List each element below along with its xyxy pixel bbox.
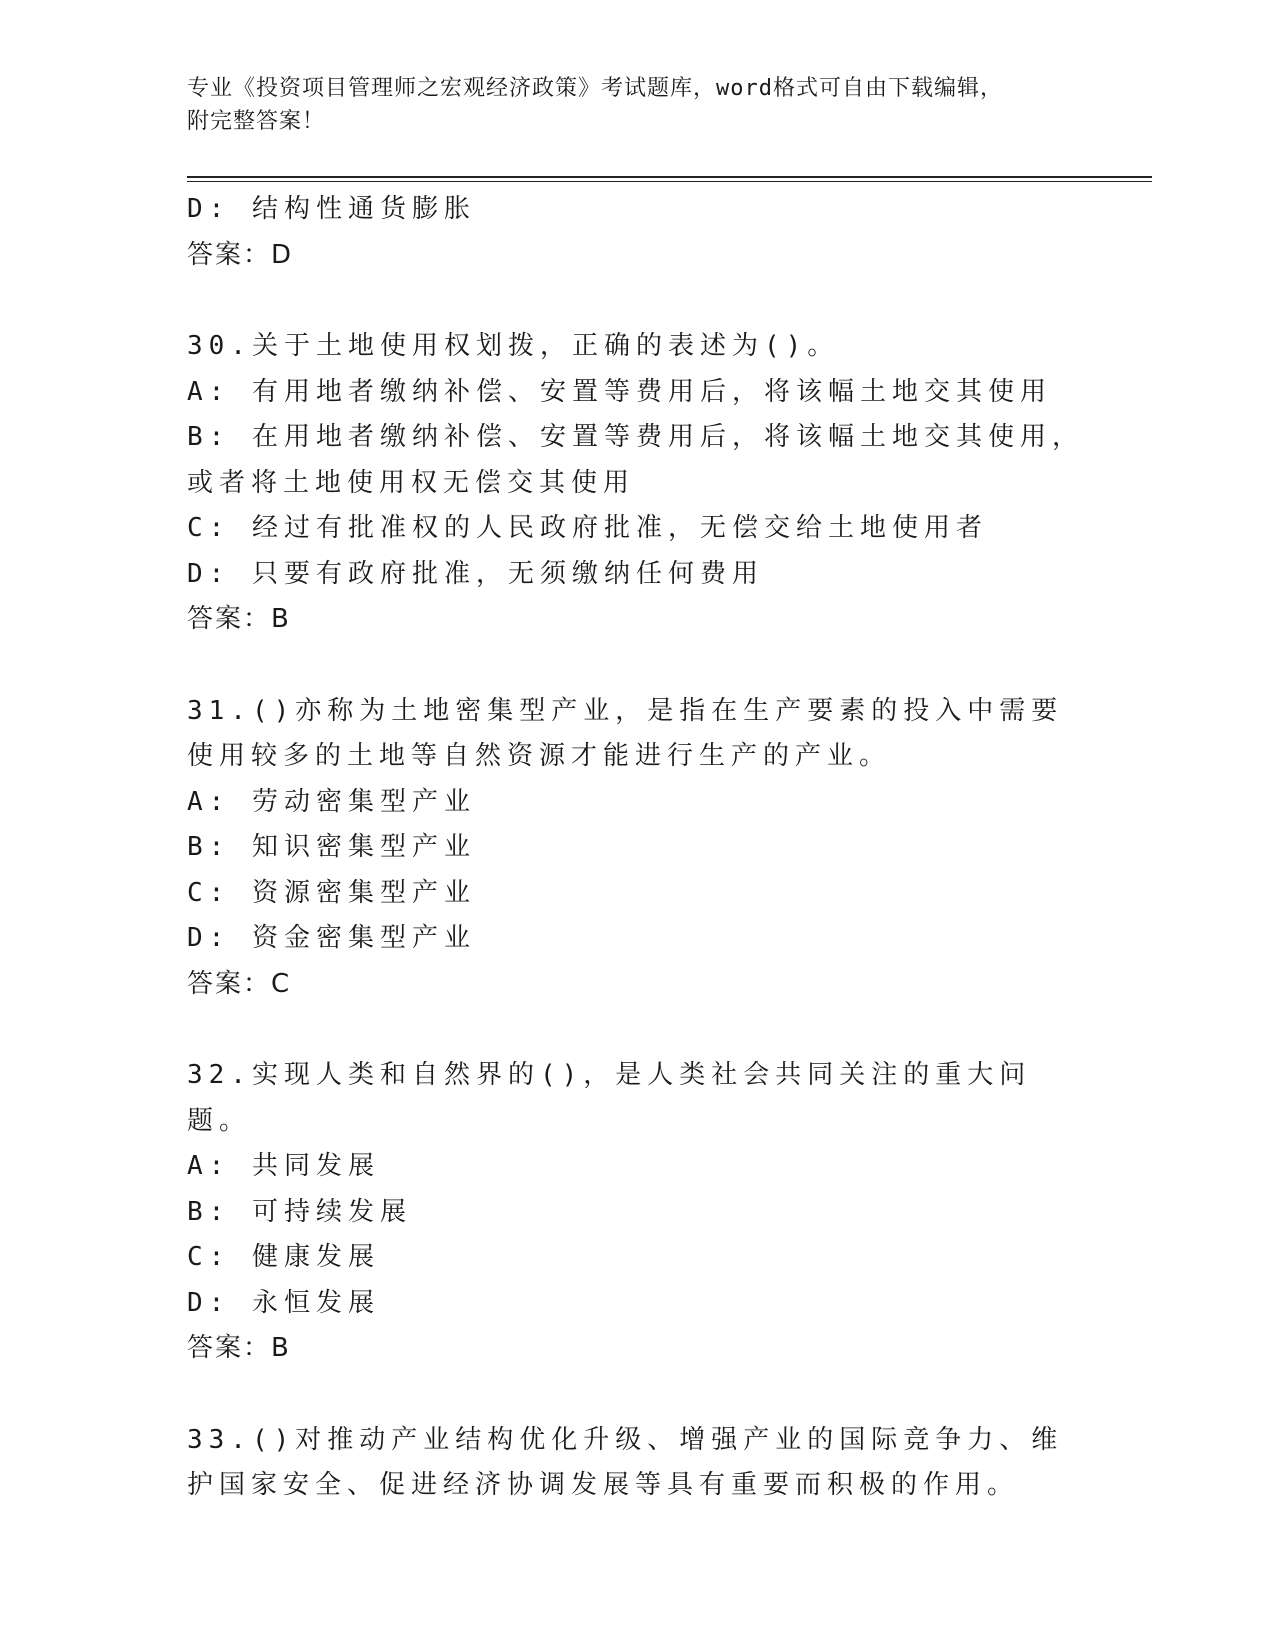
header-line-2: 附完整答案！ [187,109,326,134]
header-divider-thick [187,176,1152,178]
question-stem: 31.()亦称为土地密集型产业，是指在生产要素的投入中需要使用较多的土地等自然资源才能进行生产的产业。 [187,695,1064,771]
option-a: A: 共同发展 [187,1151,380,1181]
option-c: C: 经过有批准权的人民政府批准，无偿交给土地使用者 [187,513,988,543]
option-d: D: 结构性通货膨胀 [187,194,476,224]
question-fragment-29 [187,187,1087,278]
option-c: C: 健康发展 [187,1242,380,1272]
question-30 [187,324,1087,643]
option-a: A: 有用地者缴纳补偿、安置等费用后，将该幅土地交其使用 [187,376,1052,407]
answer: 答案：B [187,604,291,634]
document-header [187,72,1067,138]
question-stem: 33.()对推动产业结构优化升级、增强产业的国际竞争力、维护国家安全、促进经济协调发展等具有重要而积极的作用。 [187,1424,1064,1500]
option-d: D: 永恒发展 [187,1287,380,1318]
option-a: A: 劳动密集型产业 [187,786,476,817]
question-32 [187,1053,1087,1372]
option-d: D: 资金密集型产业 [187,923,476,953]
option-b: B: 可持续发展 [187,1196,412,1227]
question-stem: 32.实现人类和自然界的()，是人类社会共同关注的重大问题。 [187,1060,1032,1136]
option-d: D: 只要有政府批准，无须缴纳任何费用 [187,558,764,589]
answer: 答案：D [187,239,294,270]
header-divider-thin [187,181,1152,182]
question-31 [187,689,1087,1008]
question-list [187,187,1087,1509]
question-stem: 30.关于土地使用权划拨，正确的表述为()。 [187,331,840,361]
header-line-1: 专业《投资项目管理师之宏观经济政策》考试题库，word格式可自由下载编辑， [187,76,1003,101]
answer: 答案：C [187,968,292,999]
option-b: B: 知识密集型产业 [187,832,476,862]
question-33 [187,1418,1087,1509]
option-b: B: 在用地者缴纳补偿、安置等费用后，将该幅土地交其使用，或者将土地使用权无偿交其使用 [187,422,1084,498]
option-c: C: 资源密集型产业 [187,877,476,908]
answer: 答案：B [187,1333,291,1363]
